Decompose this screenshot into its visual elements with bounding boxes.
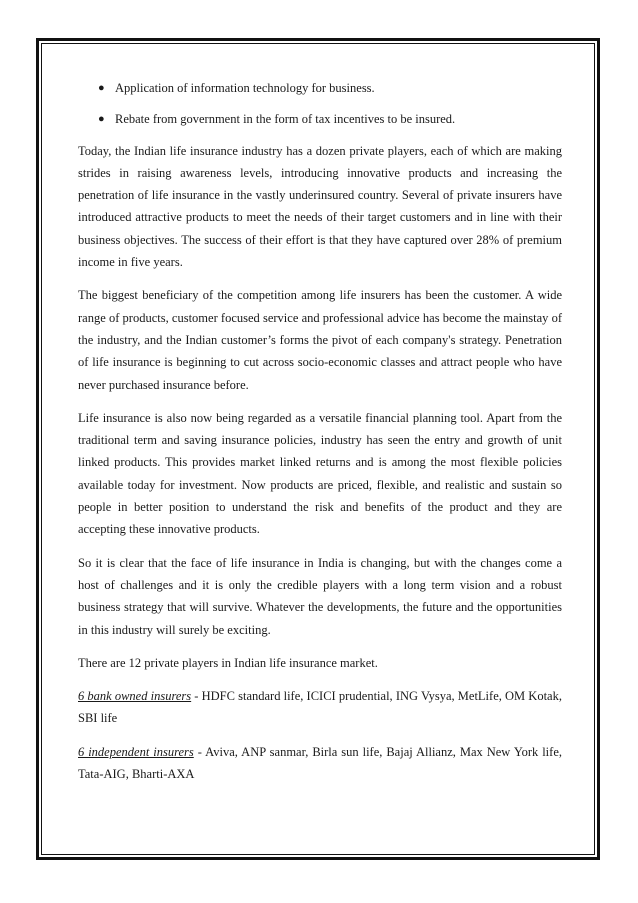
insurer-group-label: 6 bank owned insurers [78, 689, 192, 704]
insurer-group-names: HDFC standard life, ICICI prudential, ING Vysya, MetLife, OM Kotak, SBI life [78, 689, 562, 726]
bullet-icon: ● [98, 82, 105, 94]
insurer-group-separator: - [191, 689, 202, 704]
bullet-list [78, 77, 562, 131]
insurer-group-separator: - [193, 744, 206, 759]
bullet-text: Application of information technology for business. [115, 81, 375, 95]
document-body [78, 77, 562, 796]
insurer-group [78, 741, 562, 786]
insurer-group [78, 685, 562, 730]
paragraph: Today, the Indian life insurance industry has a dozen private players, each of which are making strides in raising awareness levels, introducing innovative products and increasing the penetration of life insurance in the vastly underinsured country. Several of private insurers have introduced attractive products to meet the needs of their target customers and in line with their business objectives. The success of their effort is that they have captured over 28% of premium income in five years. [78, 143, 562, 270]
bullet-icon: ● [98, 113, 105, 126]
insurer-group-label: 6 independent insurers [78, 744, 194, 759]
paragraph: There are 12 private players in Indian life insurance market. [78, 655, 378, 670]
paragraph: The biggest beneficiary of the competition among life insurers has been the customer. A wide range of products, customer focused service and professional advice has become the mainstay of the industry, and the Indian customer’s forms the pivot of each company's strategy. Penetration of life insurance is beginning to cut across socio-economic classes and attract people who have never purchased insurance before. [78, 288, 562, 392]
bullet-item [78, 108, 562, 130]
paragraph: So it is clear that the face of life insurance in India is changing, but with the changes come a host of challenges and it is only the credible players with a long term vision and a robust business strategy that will survive. Whatever the developments, the future and the opportunities in this industry will surely be exciting. [78, 555, 562, 637]
paragraph: Life insurance is also now being regarded as a versatile financial planning tool. Apart from the traditional term and saving insurance policies, industry has seen the entry and growth of unit linked products. This provides market linked returns and is among the most flexible policies available today for investment. Now products are priced, flexible, and realistic and sustain so people in better position to understand the risk and benefits of the product and they are accepting these innovative products. [78, 410, 562, 537]
insurer-group-names: Aviva, ANP sanmar, Birla sun life, Bajaj Allianz, Max New York life, Tata-AIG, Bharti-AXA [78, 744, 562, 782]
bullet-text: Rebate from government in the form of tax incentives to be insured. [115, 112, 456, 127]
bullet-item [78, 77, 562, 99]
